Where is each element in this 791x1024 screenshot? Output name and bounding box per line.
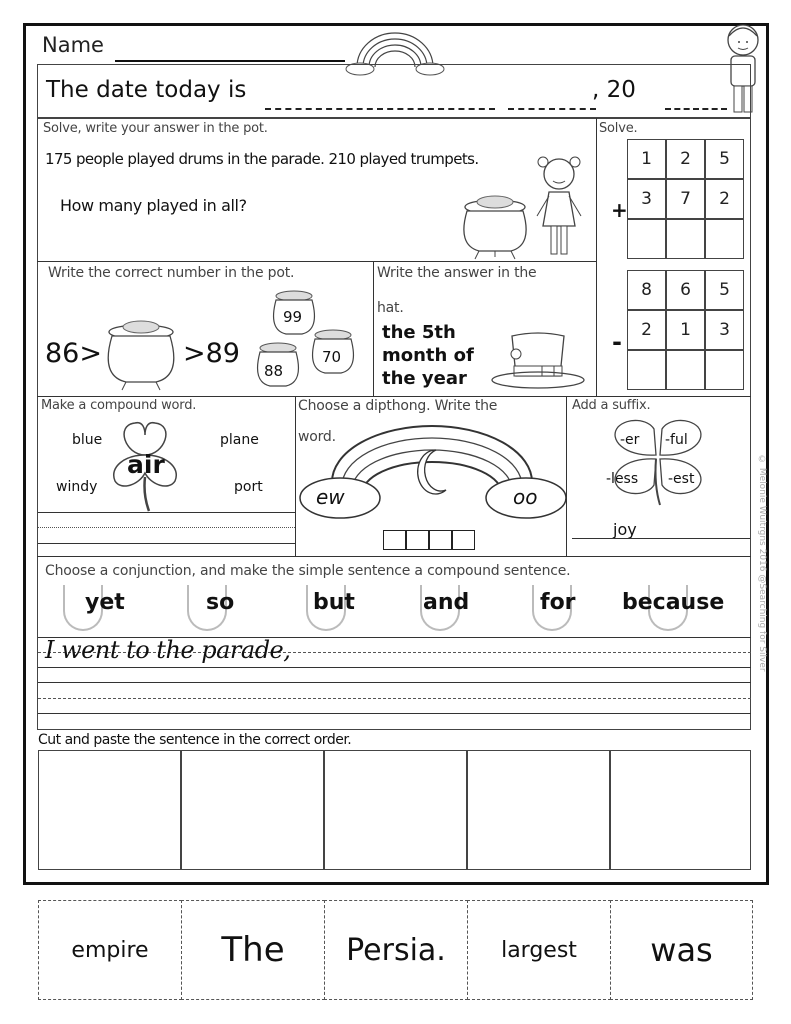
cut-word-label: empire: [71, 937, 149, 963]
compare-left: 86>: [45, 338, 102, 369]
guide-line: [38, 543, 295, 544]
date-year-line[interactable]: [665, 108, 727, 110]
hat-clue-1: the 5th: [382, 322, 456, 343]
conjunction-for[interactable]: for: [540, 590, 576, 615]
four-leaf-clover-icon: [604, 415, 712, 507]
conjunction-instruction: Choose a conjunction, and make the simple sentence a compound sentence.: [45, 563, 571, 579]
sub-answer-cell[interactable]: [627, 350, 666, 390]
conjunction-so[interactable]: so: [206, 590, 235, 615]
divider: [37, 396, 751, 397]
compound-word-port[interactable]: port: [234, 479, 263, 495]
guide-line: [38, 527, 295, 528]
add-cell: 1: [627, 139, 666, 179]
suffix-option-est[interactable]: -est: [668, 471, 695, 487]
guide-line: [38, 698, 751, 699]
guide-line: [38, 713, 751, 714]
dipthong-letter-box[interactable]: [452, 530, 475, 550]
pot-option-99[interactable]: 99: [283, 308, 303, 326]
paste-slot[interactable]: [181, 750, 324, 870]
name-input-line[interactable]: [115, 60, 345, 62]
word-problem-text: 175 people played drums in the parade. 210 played trumpets.: [45, 150, 479, 168]
paste-slot[interactable]: [38, 750, 181, 870]
cut-word-was[interactable]: [610, 900, 753, 1000]
paste-slot[interactable]: [467, 750, 610, 870]
divider: [37, 556, 751, 557]
add-cell: 2: [666, 139, 705, 179]
hat-clue-3: the year: [382, 368, 467, 389]
name-label: Name: [42, 33, 104, 57]
suffix-option-less[interactable]: -less: [606, 471, 639, 487]
cut-word-persia[interactable]: [324, 900, 468, 1000]
conjunction-but[interactable]: but: [313, 590, 355, 615]
dipthong-instruction-line2: word.: [298, 429, 336, 445]
cut-word-empire[interactable]: [38, 900, 182, 1000]
add-cell: 3: [627, 179, 666, 219]
copyright-text: © Melonie Wuitrgns 2016 @Searching for Silver: [757, 455, 767, 672]
cut-word-largest[interactable]: [467, 900, 611, 1000]
conjunction-yet[interactable]: yet: [85, 590, 125, 615]
sub-cell: 1: [666, 310, 705, 350]
sentence-answer-line[interactable]: [38, 682, 751, 683]
dipthong-instruction-line1: Choose a dipthong. Write the: [298, 398, 498, 414]
dipthong-option-ew[interactable]: ew: [316, 485, 345, 509]
add-answer-cell[interactable]: [627, 219, 666, 259]
add-cell: 7: [666, 179, 705, 219]
date-month-line[interactable]: [265, 108, 495, 110]
sub-answer-cell[interactable]: [666, 350, 705, 390]
pot-option-70[interactable]: 70: [322, 348, 342, 366]
cut-word-the[interactable]: [181, 900, 325, 1000]
paste-slot[interactable]: [610, 750, 751, 870]
suffix-instruction: Add a suffix.: [572, 398, 651, 413]
compound-instruction: Make a compound word.: [41, 398, 197, 413]
cut-word-label: was: [650, 931, 713, 969]
minus-icon: -: [612, 328, 622, 356]
word-problem-question: How many played in all?: [60, 196, 247, 215]
date-year-prefix: , 20: [592, 77, 636, 103]
compound-answer-line[interactable]: [38, 512, 295, 513]
solve-instruction: Solve.: [599, 121, 638, 136]
conjunction-and[interactable]: and: [423, 590, 470, 615]
pot-option-88[interactable]: 88: [264, 362, 284, 380]
sub-cell: 8: [627, 270, 666, 310]
compare-right: >89: [183, 338, 240, 369]
sub-answer-cell[interactable]: [705, 350, 744, 390]
divider: [596, 118, 597, 396]
conjunction-because[interactable]: because: [622, 590, 725, 615]
date-label: The date today is: [46, 77, 247, 103]
compound-word-plane[interactable]: plane: [220, 432, 259, 448]
add-answer-cell[interactable]: [666, 219, 705, 259]
girl-icon: [533, 150, 585, 260]
compare-instruction: Write the correct number in the pot.: [48, 265, 295, 281]
cut-paste-instruction: Cut and paste the sentence in the correct order.: [38, 732, 352, 748]
hat-instruction-line2: hat.: [377, 300, 404, 316]
sub-cell: 2: [627, 310, 666, 350]
plus-icon: +: [611, 198, 628, 222]
hat-instruction-line1: Write the answer in the: [377, 265, 537, 281]
word-problem-instruction: Solve, write your answer in the pot.: [43, 121, 268, 136]
compound-word-windy[interactable]: windy: [56, 479, 98, 495]
sub-cell: 5: [705, 270, 744, 310]
cut-word-label: largest: [501, 937, 577, 963]
hat-clue-2: month of: [382, 345, 474, 366]
answer-pot[interactable]: [100, 318, 182, 392]
compound-center-word: air: [127, 450, 165, 479]
suffix-answer-line[interactable]: [572, 538, 750, 539]
divider: [37, 261, 596, 262]
dipthong-letter-box[interactable]: [429, 530, 452, 550]
dipthong-letter-box[interactable]: [406, 530, 429, 550]
dipthong-letter-box[interactable]: [383, 530, 406, 550]
cut-word-label: Persia.: [346, 932, 446, 968]
sub-cell: 6: [666, 270, 705, 310]
dipthong-option-oo[interactable]: oo: [513, 485, 538, 509]
leprechaun-hat-icon[interactable]: [490, 330, 586, 392]
sub-cell: 3: [705, 310, 744, 350]
add-cell: 2: [705, 179, 744, 219]
suffix-option-er[interactable]: -er: [620, 432, 640, 448]
sentence-starter: I went to the parade,: [45, 636, 291, 664]
paste-slot[interactable]: [324, 750, 467, 870]
pot-of-gold-icon: [455, 193, 535, 259]
suffix-base-word: joy: [613, 520, 637, 539]
add-cell: 5: [705, 139, 744, 179]
add-answer-cell[interactable]: [705, 219, 744, 259]
compound-word-blue[interactable]: blue: [72, 432, 103, 448]
divider: [373, 261, 374, 396]
date-day-line[interactable]: [508, 108, 596, 110]
suffix-option-ful[interactable]: -ful: [665, 432, 688, 448]
cut-word-label: The: [221, 930, 285, 970]
guide-line: [38, 667, 751, 668]
